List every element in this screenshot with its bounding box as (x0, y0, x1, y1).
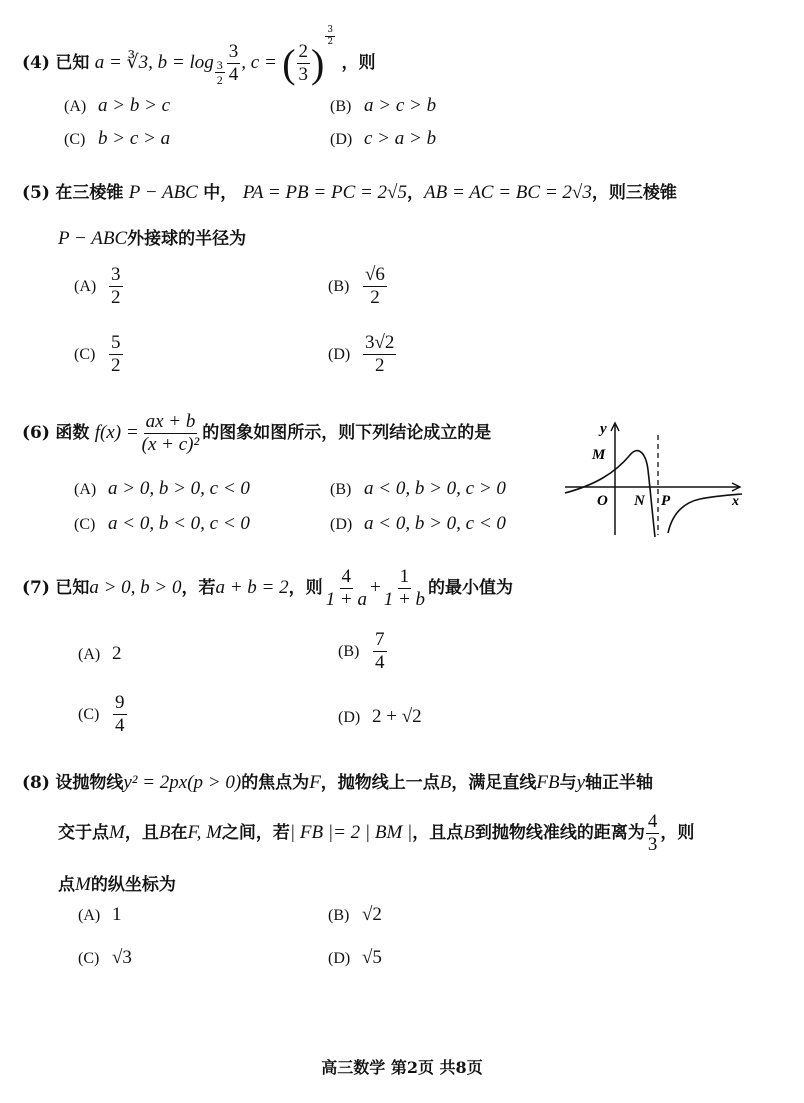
graph-label-y: y (600, 421, 607, 437)
q4-option-b: (B) a > c > b (330, 95, 437, 116)
q6-function-graph (560, 415, 750, 540)
q7-stem: (7) 已知a > 0, b > 0，若a + b = 2，则 $\frac{4}{1 + a}$ + $\frac{1}{1 + b}$ 的最小值为 (22, 566, 514, 610)
q4-number: (4) (22, 53, 50, 73)
q4-stem: (4) 已知 a = ∛3, b = log $\frac{3}{2}$ $\frac{3}{4}$ , c = ( $\frac{2}{3}$ ) $\frac{3}{2}$ ，则 (22, 25, 376, 88)
q5-option-b: (B) $\frac{√6}{2}$ (328, 264, 385, 308)
q7-number: (7) (22, 577, 50, 598)
q8-option-c: (C) √3 (78, 947, 132, 968)
q6-option-c: (C) a < 0, b < 0, c < 0 (74, 513, 250, 534)
q7-option-c: (C) $\frac{9}{4}$ (78, 692, 125, 736)
q7-option-b: (B) $\frac{7}{4}$ (338, 629, 385, 673)
graph-label-p: P (661, 493, 671, 509)
q8-number: (8) (22, 773, 50, 793)
page-footer: 高三数学 第2页 共8页 (321, 1058, 483, 1077)
q6-option-a: (A) a > 0, b > 0, c < 0 (74, 478, 250, 499)
q5-stem-line2: P − ABC外接球的半径为 (58, 228, 247, 249)
q6-stem: (6) 函数 f(x) = $\frac{ax + b}{\text{(x + c)²}}$ 的图象如图所示，则下列结论成立的是 (22, 411, 492, 455)
graph-label-m: M (592, 447, 606, 463)
q7-option-a: (A) 2 (78, 643, 122, 664)
q7-option-d: (D) 2 + √2 (338, 706, 422, 727)
q5-number: (5) (22, 183, 50, 203)
q8-option-d: (D) √5 (328, 947, 382, 968)
q4-option-a: (A) a > b > c (64, 95, 171, 116)
graph-label-x: x (732, 494, 739, 509)
q8-option-a: (A) 1 (78, 904, 122, 925)
q5-option-c: (C) $\frac{5}{2}$ (74, 332, 121, 376)
graph-label-n: N (634, 493, 645, 509)
q5-option-a: (A) $\frac{3}{2}$ (74, 264, 121, 308)
q8-option-b: (B) √2 (328, 904, 382, 925)
q8-stem-line3: 点M的纵坐标为 (58, 874, 176, 895)
q5-option-d: (D) $\frac{3√2}{2}$ (328, 332, 395, 376)
q6-option-d: (D) a < 0, b > 0, c < 0 (330, 513, 506, 534)
q4-option-c: (C) b > c > a (64, 128, 171, 149)
q5-stem-line1: (5) 在三棱锥 P − ABC 中， PA = PB = PC = 2√5，AB = AC = BC = 2√3，则三棱锥 (22, 182, 677, 203)
q4-option-d: (D) c > a > b (330, 128, 437, 149)
q6-number: (6) (22, 422, 50, 443)
q8-stem-line1: (8) 设抛物线y² = 2px(p > 0)的焦点为F，抛物线上一点B，满足直线FB与y轴正半轴 (22, 772, 654, 793)
q6-option-b: (B) a < 0, b > 0, c > 0 (330, 478, 506, 499)
graph-label-o: O (597, 493, 608, 509)
right-branch-curve (668, 494, 742, 533)
q8-stem-line2: 交于点M，且B在F, M之间，若| FB |= 2 | BM |，且点B到抛物线准线的距离为 $\frac{4}{3}$ ，则 (58, 811, 695, 855)
